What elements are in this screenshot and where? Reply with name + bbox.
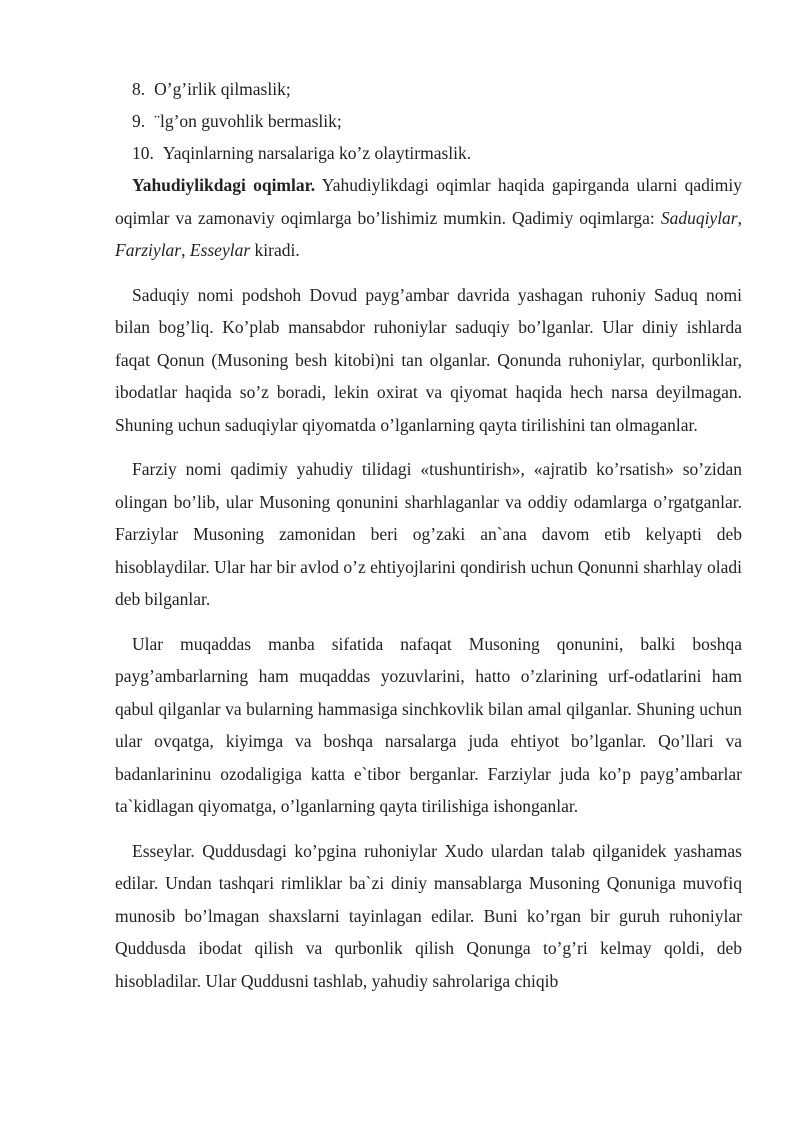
list-item <box>115 73 742 105</box>
paragraph-text: kiradi. <box>250 240 300 260</box>
list-item-text: ¨lg’on guvohlik bermaslik; <box>154 111 342 131</box>
list-item <box>115 137 742 169</box>
paragraph-esseylar: Esseylar. Quddusdagi ko’pgina ruhoniylar Xudo ulardan talab qilganidek yashamas edilar. Undan tashqari rimliklar ba`zi diniy mansablarga Musoning Qonuniga muvofiq munosib bo’lmagan shaxslarni tayinlagan edilar. Buni ko’rgan bir guruh ruhoniylar Quddusda ibodat qilish va qurbonlik qilish Qonunga to’g’ri kelmay qoldi, deb hisobladilar. Ular Quddusni tashlab, yahudiy sahrolariga chiqib <box>115 840 742 991</box>
paragraph-farziy: Farziy nomi qadimiy yahudiy tilidagi «tushuntirish», «ajratib ko’rsatish» so’zidan olingan bo’lib, ular Musoning qonunini sharhlaganlar va oddiy odamlarga o’rgatganlar. Farziylar Musoning zamonidan beri og’zaki an`ana davom etib kelyapti deb hisoblaydilar. Ular har bir avlod o’z ehtiyojlarini qondirish uchun Qonunni sharhlay oladi deb bilganlar. <box>115 459 742 609</box>
paragraph-text: Yahudiylikdagi oqimlar haqida gapirganda ularni qadimiy oqimlar va zamonaviy oqimlarga bo’lishimiz mumkin. Qadimiy oqimlarga: <box>115 175 742 228</box>
separator: , <box>181 240 190 260</box>
sect-name-saduqiylar: Saduqiylar <box>660 207 738 228</box>
list-item-number: 10. <box>132 143 154 163</box>
paragraph-oqimlar <box>115 169 742 267</box>
section-heading: Yahudiylikdagi oqimlar. <box>132 175 316 195</box>
commandments-list <box>115 73 742 169</box>
list-item-text: Yaqinlarning narsalariga ko’z olaytirmaslik. <box>162 143 472 163</box>
sect-name-esseylar: Esseylar <box>189 240 251 260</box>
list-item-number: 9. <box>132 111 146 131</box>
sect-name-farziylar: Farziylar <box>115 240 182 260</box>
paragraph-farziylar-beliefs: Ular muqaddas manba sifatida nafaqat Musoning qonunini, balki boshqa payg’ambarlarning ham muqaddas yozuvlarini, hatto o’zlarining urf-odatlarini ham qabul qilganlar va bularning hammasiga sinchkovlik bilan amal qilganlar. Shuning uchun ular ovqatga, kiyimga va boshqa narsalarga juda ehtiyot bo’lganlar. Qo’llari va badanlarininu ozodaligiga katta e`tibor berganlar. Farziylar juda ko’p payg’ambarlar ta`kidlagan qiyomatga, o’lganlarning qayta tirilishiga ishonganlar. <box>115 633 742 816</box>
list-item-number: 8. <box>132 79 146 99</box>
paragraph-saduqiy: Saduqiy nomi podshoh Dovud payg’ambar davrida yashagan ruhoniy Saduq nomi bilan bog’liq. Ko’plab mansabdor ruhoniylar saduqiy bo’lganlar. Ular diniy ishlarda faqat Qonun (Musoning besh kitobi)ni tan olganlar. Qonunda ruhoniylar, qurbonliklar, ibodatlar haqida so’z boradi, lekin oxirat va qiyomat haqida hech narsa deyilmagan. Shuning uchun saduqiylar qiyomatda o’lganlarning qayta tirilishini tan olmaganlar. <box>115 284 742 435</box>
document-page <box>115 73 742 997</box>
list-item <box>115 105 742 137</box>
separator: , <box>737 207 742 228</box>
list-item-text: O’g’irlik qilmaslik; <box>154 79 291 99</box>
